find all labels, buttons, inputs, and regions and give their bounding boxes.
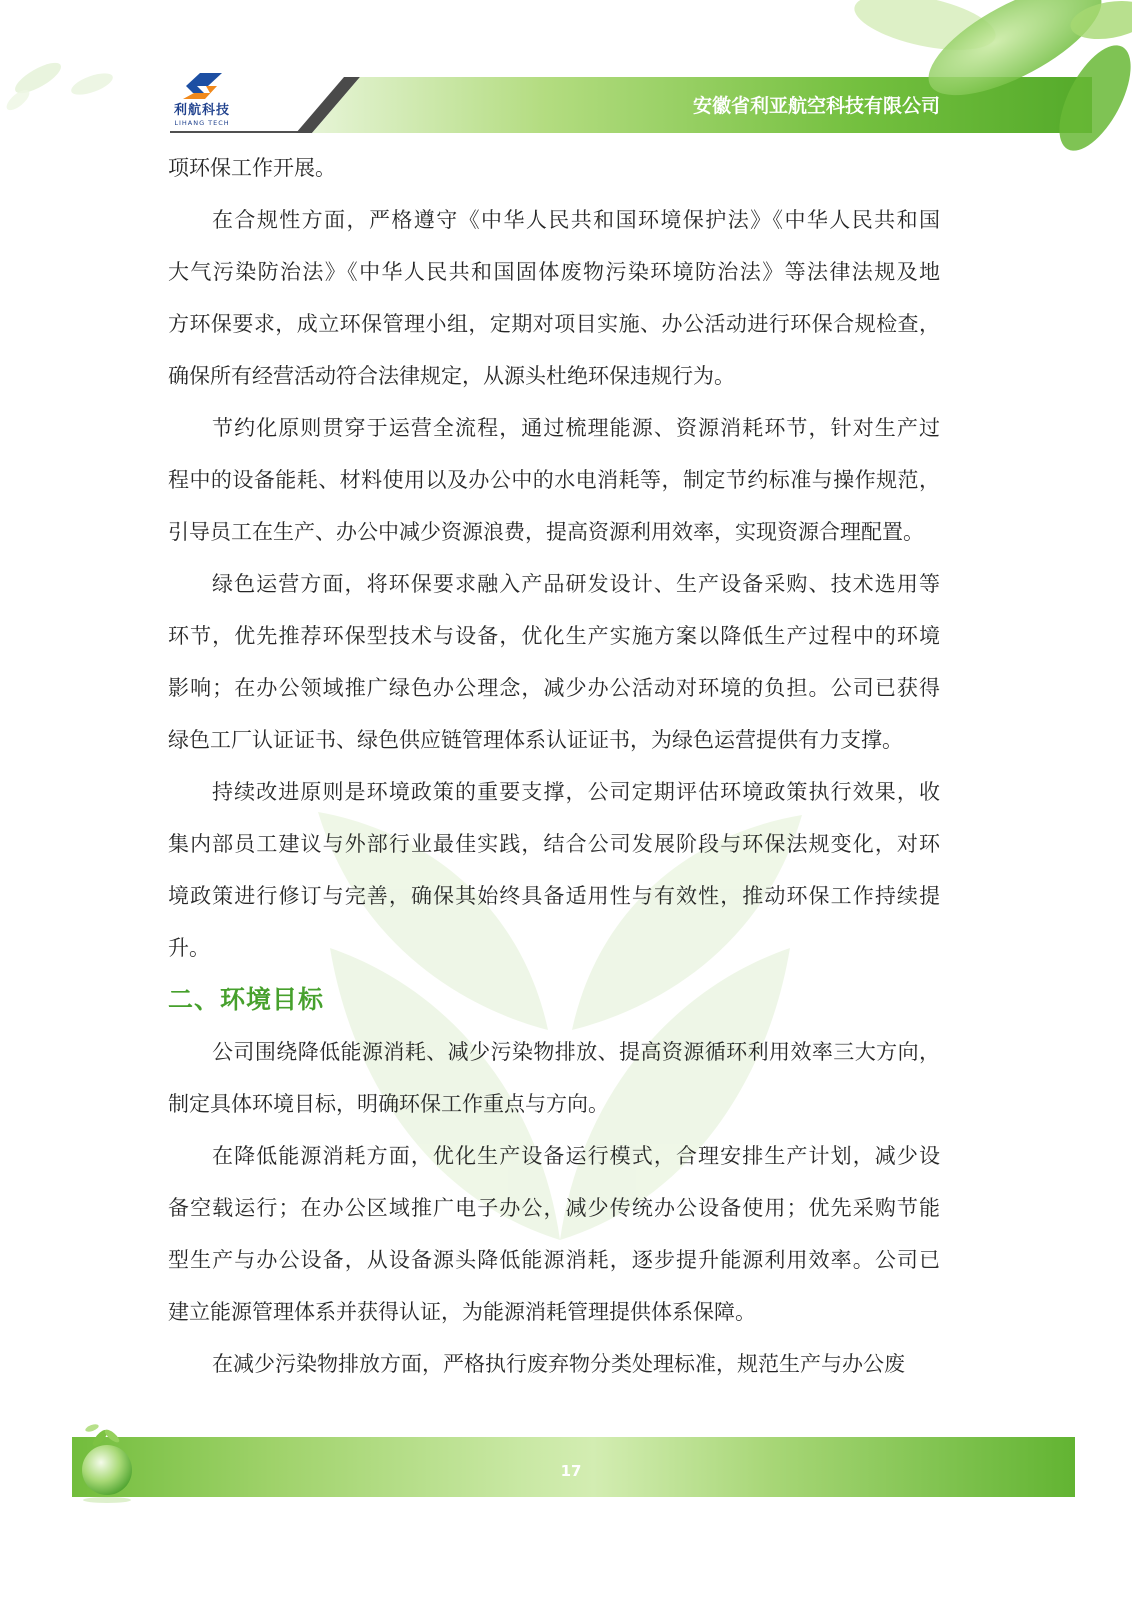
page-number: 17 [560,1462,582,1480]
paragraph-line: 在降低能源消耗方面，优化生产设备运行模式，合理安排生产计划，减少设 [212,1144,940,1168]
paragraph [168,766,940,974]
paragraph-line: 程中的设备能耗、材料使用以及办公中的水电消耗等，制定节约标准与操作规范， [168,468,940,492]
paragraph-line: 在合规性方面，严格遵守《中华人民共和国环境保护法》《中华人民共和国 [212,208,940,232]
paragraph-line: 方环保要求，成立环保管理小组，定期对项目实施、办公活动进行环保合规检查， [168,312,940,336]
paragraph-line: 持续改进原则是环境政策的重要支撑，公司定期评估环境政策执行效果，收 [212,780,940,804]
paragraph-line: 公司围绕降低能源消耗、减少污染物排放、提高资源循环利用效率三大方向， [212,1040,940,1064]
globe-leaf-icon [82,1423,132,1503]
paragraph-line: 影响；在办公领域推广绿色办公理念，减少办公活动对环境的负担。公司已获得 [168,676,940,700]
paragraph-line: 备空载运行；在办公区域推广电子办公，减少传统办公设备使用；优先采购节能 [168,1196,940,1220]
paragraph [168,194,940,402]
paragraph-line: 引导员工在生产、办公中减少资源浪费，提高资源利用效率，实现资源合理配置。 [168,520,924,544]
company-name: 安徽省利亚航空科技有限公司 [692,95,940,117]
paragraph-line: 项环保工作开展。 [168,156,336,180]
paragraph-line: 集内部员工建议与外部行业最佳实践，结合公司发展阶段与环保法规变化，对环 [168,832,940,856]
paragraph-line: 节约化原则贯穿于运营全流程，通过梳理能源、资源消耗环节，针对生产过 [212,416,940,440]
paragraph-line: 升。 [168,936,210,960]
paragraph-line: 环节，优先推荐环保型技术与设备，优化生产实施方案以降低生产过程中的环境 [168,624,940,648]
section-heading: 二、环境目标 [168,985,325,1014]
paragraph-line: 绿色运营方面，将环保要求融入产品研发设计、生产设备采购、技术选用等 [212,572,940,596]
logo-chinese-name: 利航科技 [173,103,230,118]
document-body [168,142,940,1390]
paragraph-line: 型生产与办公设备，从设备源头降低能源消耗，逐步提升能源利用效率。公司已 [168,1248,940,1272]
paragraph-line: 制定具体环境目标，明确环保工作重点与方向。 [168,1092,609,1116]
paragraph-line: 确保所有经营活动符合法律规定，从源头杜绝环保违规行为。 [168,364,735,388]
paragraph-continuation [168,142,940,194]
paragraph [168,558,940,766]
paragraph [168,1130,940,1338]
paragraph-line: 在减少污染物排放方面，严格执行废弃物分类处理标准，规范生产与办公废 [212,1352,905,1376]
paragraph-line: 大气污染防治法》《中华人民共和国固体废物污染环境防治法》等法律法规及地 [168,260,940,284]
paragraph [168,1026,940,1130]
paragraph [168,1338,940,1390]
paragraph-line: 建立能源管理体系并获得认证，为能源消耗管理提供体系保障。 [168,1300,756,1324]
paragraph-line: 境政策进行修订与完善，确保其始终具备适用性与有效性，推动环保工作持续提 [168,884,940,908]
logo-english-name: LIHANG TECH [174,119,230,127]
paragraph [168,402,940,558]
paragraph-line: 绿色工厂认证证书、绿色供应链管理体系认证证书，为绿色运营提供有力支撑。 [168,728,903,752]
